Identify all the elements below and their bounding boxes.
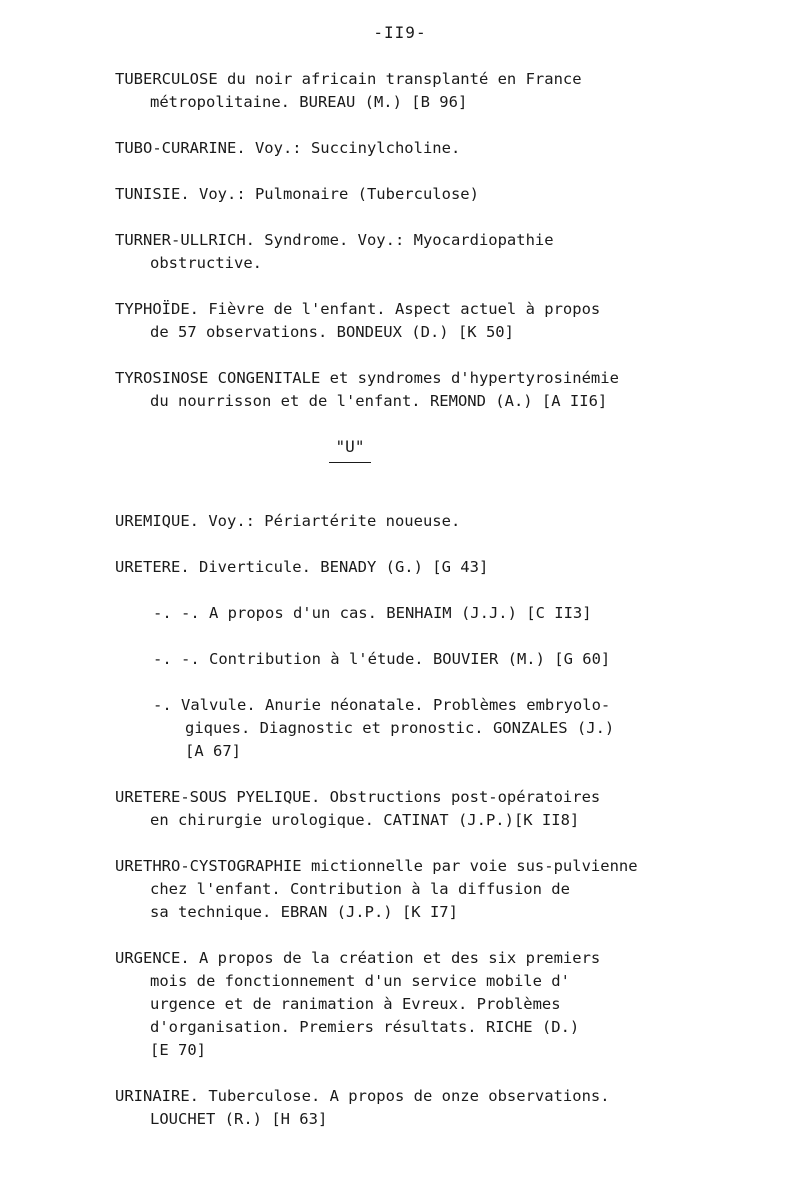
entry-heading-line: -. -. Contribution à l'étude. BOUVIER (M.) [G 60] [153, 650, 611, 668]
index-entry [115, 68, 715, 114]
entry-continuation-line: métropolitaine. BUREAU (M.) [B 96] [150, 93, 468, 111]
index-entry [115, 786, 715, 832]
entry-continuation-line: chez l'enfant. Contribution à la diffusion de [150, 880, 570, 898]
index-entry [115, 367, 715, 413]
index-entry [115, 556, 715, 579]
entry-heading-line: UREMIQUE. Voy.: Périartérite noueuse. [115, 512, 461, 530]
entry-continuation-line: giques. Diagnostic et pronostic. GONZALES (J.) [185, 719, 615, 737]
entry-heading-line: TUBO-CURARINE. Voy.: Succinylcholine. [115, 139, 461, 157]
entry-heading-line: URGENCE. A propos de la création et des six premiers [115, 949, 601, 967]
index-entry [115, 229, 715, 275]
entry-continuation-line: LOUCHET (R.) [H 63] [150, 1110, 328, 1128]
entry-heading-line: TYPHOÏDE. Fièvre de l'enfant. Aspect actuel à propos [115, 300, 601, 318]
section-heading-u: "U" [335, 437, 365, 456]
index-entries [115, 68, 715, 1154]
entry-heading-line: URETERE. Diverticule. BENADY (G.) [G 43] [115, 558, 489, 576]
index-entry [115, 648, 715, 671]
entry-continuation-line: [E 70] [150, 1041, 206, 1059]
entry-continuation-line: sa technique. EBRAN (J.P.) [K I7] [150, 903, 458, 921]
entry-heading-line: TURNER-ULLRICH. Syndrome. Voy.: Myocardiopathie [115, 231, 554, 249]
entries-letter-t [115, 68, 715, 413]
entry-heading-line: URETHRO-CYSTOGRAPHIE mictionnelle par voie sus-pulvienne [115, 857, 638, 875]
entries-letter-u [115, 510, 715, 1131]
page-number: -II9- [373, 23, 427, 42]
entry-heading-line: URINAIRE. Tuberculose. A propos de onze observations. [115, 1087, 610, 1105]
entry-heading-line: TUBERCULOSE du noir africain transplanté en France [115, 70, 582, 88]
entry-heading-line: -. -. A propos d'un cas. BENHAIM (J.J.) [C II3] [153, 604, 592, 622]
index-entry [115, 855, 715, 924]
section-heading-underline [329, 462, 371, 463]
entry-continuation-line: obstructive. [150, 254, 262, 272]
entry-continuation-line: urgence et de ranimation à Evreux. Problèmes [150, 995, 561, 1013]
index-entry [115, 947, 715, 1062]
index-entry [115, 1085, 715, 1131]
entry-heading-line: TYROSINOSE CONGENITALE et syndromes d'hypertyrosinémie [115, 369, 619, 387]
index-entry [115, 602, 715, 625]
entry-continuation-line: du nourrisson et de l'enfant. REMOND (A.) [A II6] [150, 392, 608, 410]
entry-continuation-line: en chirurgie urologique. CATINAT (J.P.)[K II8] [150, 811, 580, 829]
entry-continuation-line: de 57 observations. BONDEUX (D.) [K 50] [150, 323, 514, 341]
entry-heading-line: TUNISIE. Voy.: Pulmonaire (Tuberculose) [115, 185, 479, 203]
entry-heading-line: -. Valvule. Anurie néonatale. Problèmes embryolo- [153, 696, 611, 714]
index-entry [115, 510, 715, 533]
entry-continuation-line: d'organisation. Premiers résultats. RICHE (D.) [150, 1018, 580, 1036]
index-entry [115, 694, 715, 763]
index-entry [115, 137, 715, 160]
entry-heading-line: URETERE-SOUS PYELIQUE. Obstructions post-opératoires [115, 788, 601, 806]
index-entry [115, 298, 715, 344]
entry-continuation-line: mois de fonctionnement d'un service mobile d' [150, 972, 570, 990]
entry-continuation-line: [A 67] [185, 742, 241, 760]
index-entry [115, 183, 715, 206]
